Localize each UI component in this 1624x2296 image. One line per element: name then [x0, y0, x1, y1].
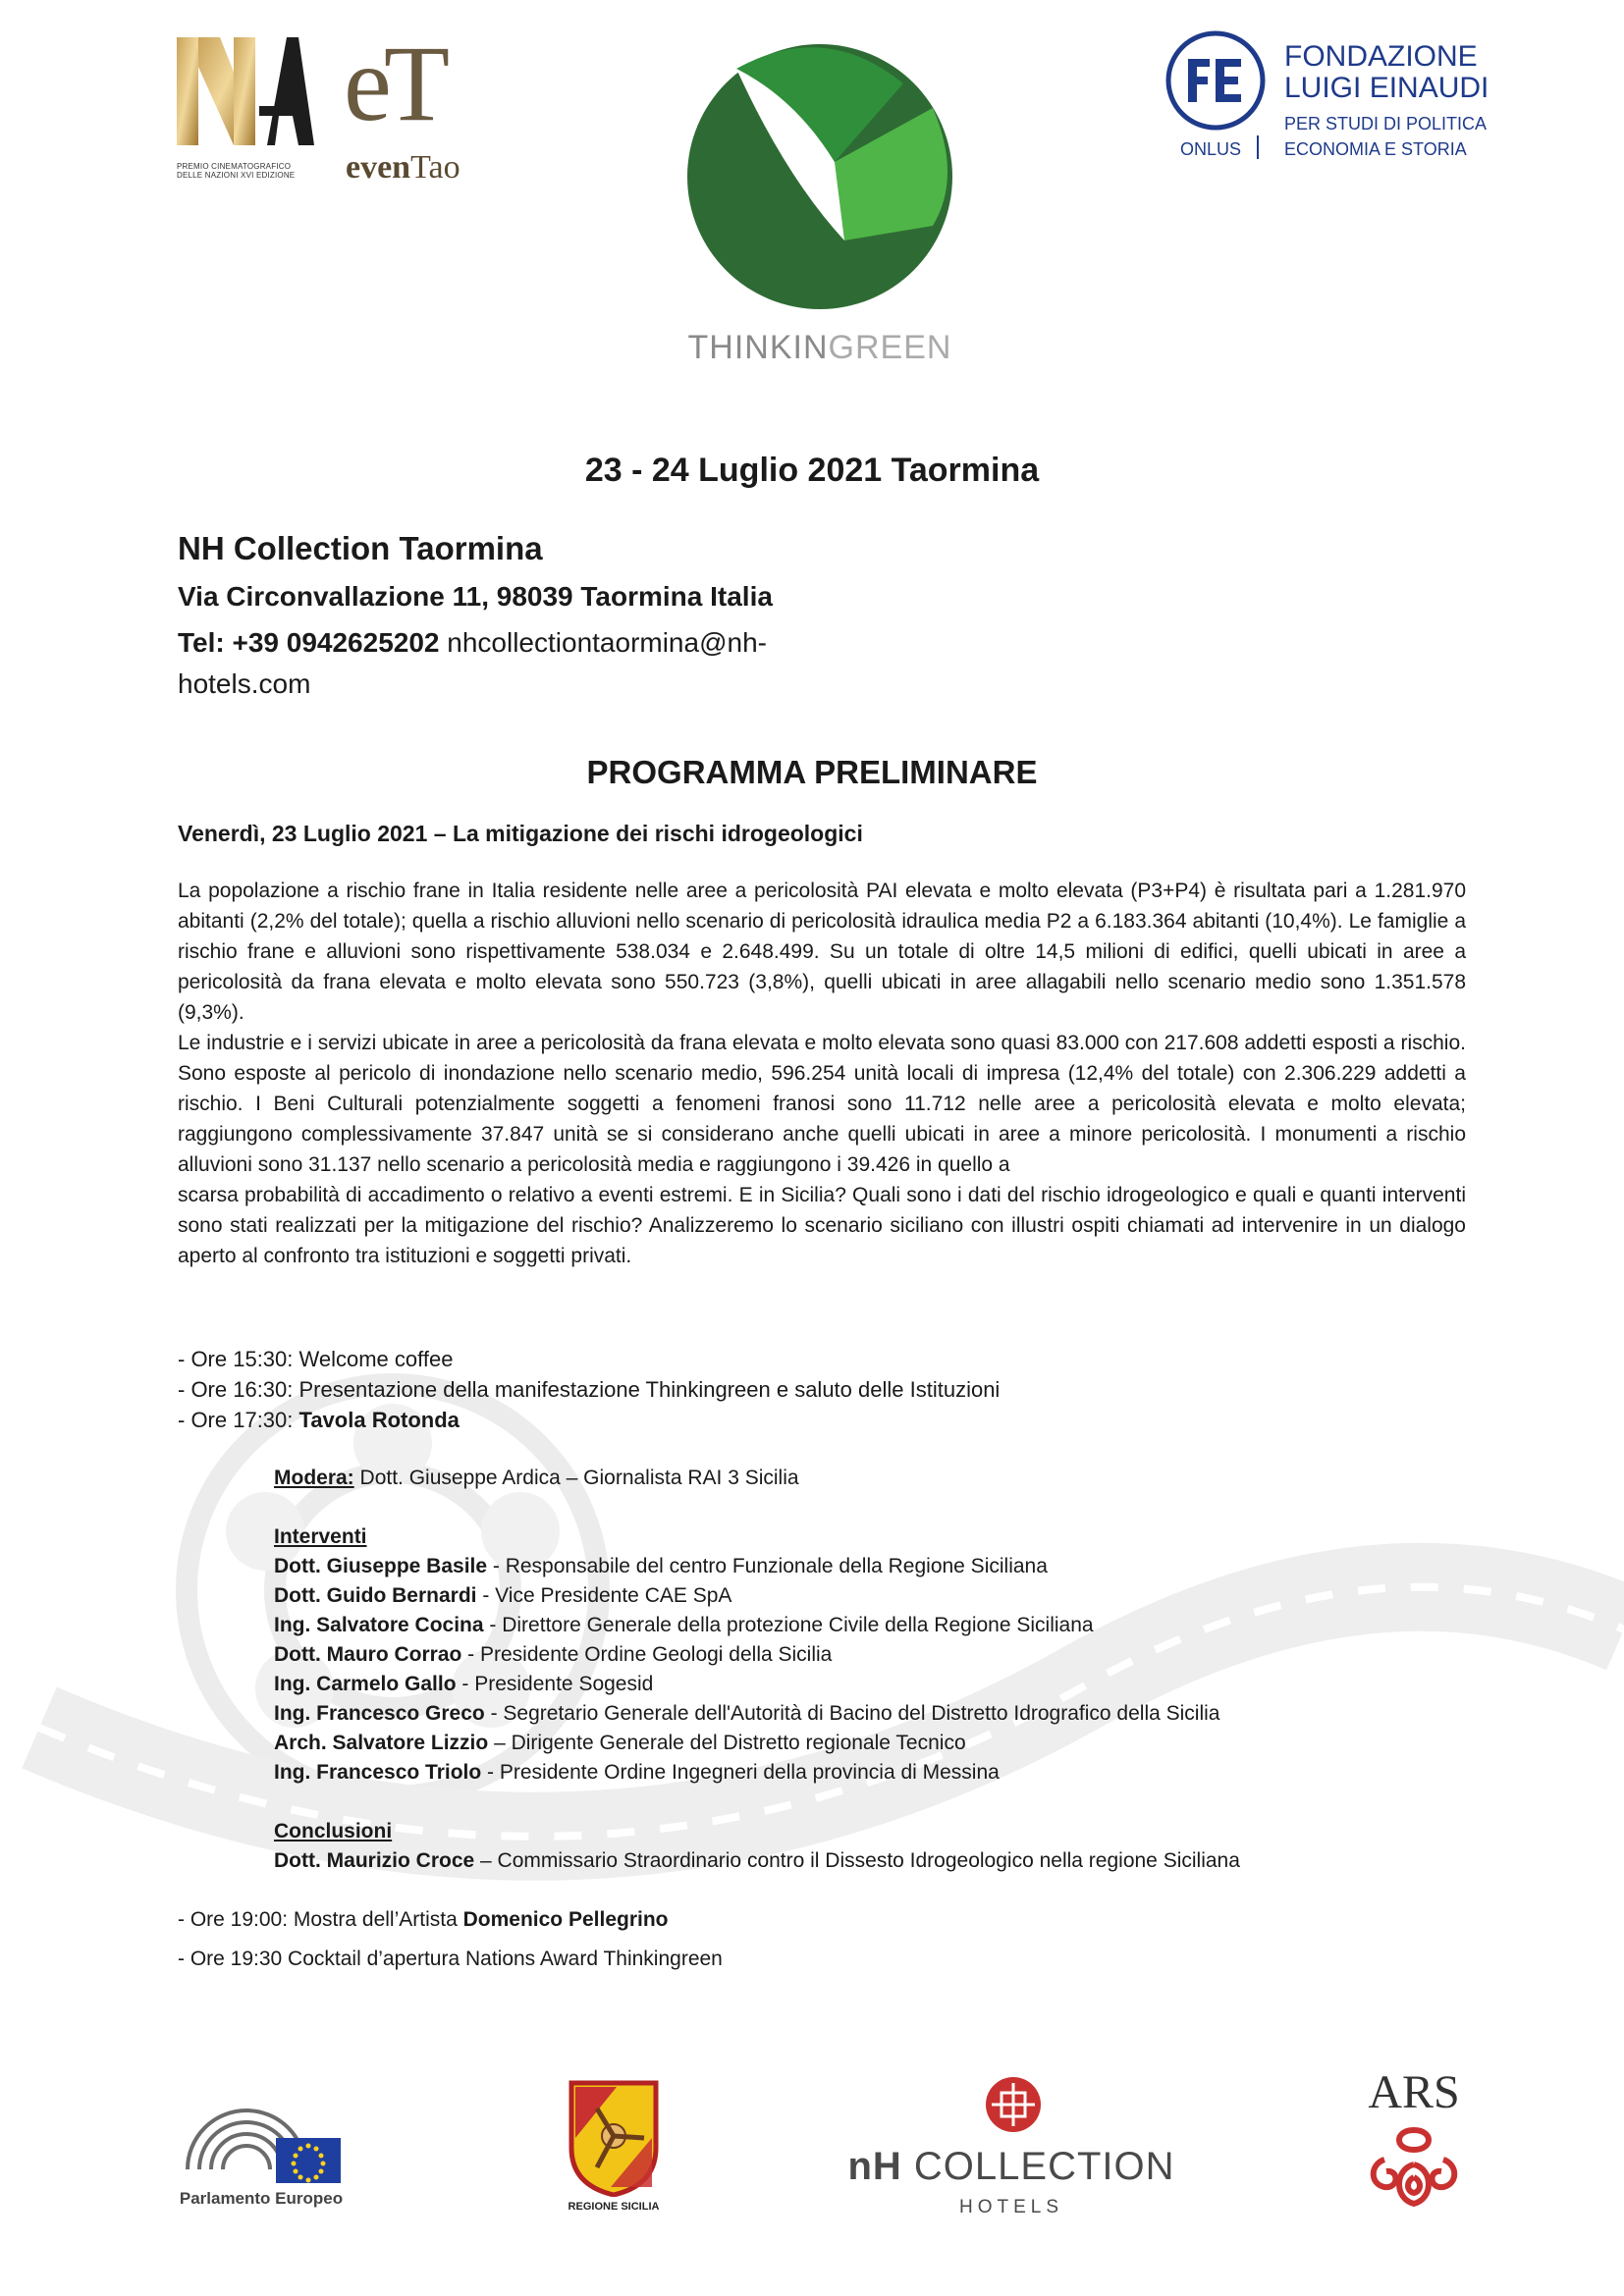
nations-award-caption: PREMIO CINEMATOGRAFICO DELLE NAZIONI XVI EDIZIONE [177, 162, 296, 180]
fle-subtitle-line1: PER STUDI DI POLITICA [1284, 114, 1488, 133]
intro-paragraph: scarsa probabilità di accadimento o relativo a eventi estremi. E in Sicilia? Quali sono i dati del rischio idrogeologico e quali e quanti interventi sono stati realizzati per la mitigazione del rischio? Analizzeremo lo scenario siciliano con illustri ospiti chiamati ad intervenire in un dialogo aperto al confronto tra istituzioni e soggetti privati. [178, 1184, 1466, 1267]
eventao-logo [344, 24, 501, 187]
venue-email[interactable]: nhcollectiontaormina@nh-hotels.com [178, 627, 767, 699]
ars-emblem [1365, 2120, 1463, 2218]
venue-address: Via Circonvallazione 11, 98039 Taormina Italia [178, 581, 773, 612]
moderator-line: Modera: Dott. Giuseppe Ardica – Giornalista RAI 3 Sicilia [274, 1467, 799, 1489]
program-title: PROGRAMMA PRELIMINARE [586, 754, 1038, 790]
regione-sicilia-crest [568, 2079, 660, 2197]
eventao-wordmark: evenTao [346, 149, 460, 186]
fle-divider [1257, 135, 1259, 159]
intro-paragraph: Le industrie e i servizi ubicate in aree a pericolosità da frana elevata e molto elevata sono quasi 83.000 con 217.608 addetti esposti a rischio. Sono esposte al pericolo di inondazione nello scenario medio, 596.254 unità locali di impresa (12,4% del totale) con 2.306.229 addetti a rischio. I Beni Culturali potenzialmente soggetti a fenomeni franosi sono 11.712 nelle aree a pericolosità elevata e molto elevata; raggiungono complessivamente 37.847 unità se si considerano anche quelli ubicati in aree a minore pericolosità. I monumenti a rischio alluvioni sono 31.137 nello scenario a pericolosità media e raggiungono i 39.426 in quello a [178, 1032, 1466, 1176]
intro-text [178, 876, 1466, 1271]
speaker-row: Arch. Salvatore Lizzio – Dirigente Generale del Distretto regionale Tecnico [274, 1732, 966, 1754]
fle-title-line1: FONDAZIONE [1284, 40, 1478, 73]
speaker-row: Dott. Guido Bernardi - Vice Presidente CAE SpA [274, 1584, 732, 1607]
fle-title-line2: LUIGI EINAUDI [1284, 72, 1489, 104]
european-parliament-logo [178, 2081, 345, 2199]
venue-phone: Tel: +39 0942625202 [178, 627, 440, 658]
event-date: 23 - 24 Luglio 2021 Taormina [584, 452, 1040, 489]
speaker-row: Ing. Francesco Greco - Segretario Generale dell'Autorità di Bacino del Distretto Idrografico della Sicilia [274, 1702, 1220, 1725]
fle-subtitle-line2: ECONOMIA E STORIA [1284, 139, 1467, 159]
evening-item: - Ore 19:30 Cocktail d’apertura Nations Award Thinkingreen [178, 1948, 723, 1970]
speaker-row: Dott. Mauro Corrao - Presidente Ordine Geologi della Sicilia [274, 1643, 833, 1666]
intro-paragraph: La popolazione a rischio frane in Italia residente nelle aree a pericolosità PAI elevata e molto elevata (P3+P4) è risultata pari a 1.281.970 abitanti (2,2% del totale); quella a rischio alluvioni nello scenario di pericolosità idraulica media P2 a 6.183.364 abitanti (10,4%). Le famiglie a rischio frane e alluvioni sono rispettivamente 538.034 e 2.648.499. Su un totale di oltre 14,5 milioni di edifici, quelli ubicati in aree a pericolosità da frana elevata e molto elevata sono 550.723 (3,8%), quelli ubicati in aree allagabili nello scenario medio sono 1.351.578 (9,3%). [178, 880, 1466, 1024]
conclusions-heading: Conclusioni [274, 1820, 393, 1842]
schedule-item: - Ore 17:30: Tavola Rotonda [178, 1408, 460, 1432]
speakers-heading: Interventi [274, 1525, 367, 1548]
speaker-row: Ing. Carmelo Gallo - Presidente Sogesid [274, 1673, 654, 1695]
speaker-row: Ing. Francesco Triolo - Presidente Ordine Ingegneri della provincia di Messina [274, 1761, 1000, 1784]
speaker-row: Ing. Salvatore Cocina - Direttore Generale della protezione Civile della Regione Siciliana [274, 1614, 1094, 1636]
conclusion-row: Dott. Maurizio Croce – Commissario Straordinario contro il Dissesto Idrogeologico nella regione Siciliana [274, 1849, 1240, 1872]
ars-label: ARS [1368, 2066, 1460, 2118]
european-parliament-caption: Parlamento Europeo [179, 2189, 344, 2208]
fondazione-einaudi-logo [1159, 29, 1512, 167]
venue-name: NH Collection Taormina [178, 530, 543, 566]
nations-award-logo [177, 37, 314, 145]
schedule-item: - Ore 15:30: Welcome coffee [178, 1347, 454, 1371]
speaker-row: Dott. Giuseppe Basile - Responsabile del centro Funzionale della Regione Siciliana [274, 1555, 1048, 1577]
thinkingreen-wordmark: THINKINGREEN [687, 329, 952, 366]
regione-sicilia-caption: REGIONE SICILIA [568, 2201, 660, 2213]
nh-collection-wordmark: nH COLLECTION [847, 2145, 1175, 2188]
fle-onlus: ONLUS [1180, 139, 1242, 159]
day-title: Venerdì, 23 Luglio 2021 – La mitigazione dei rischi idrogeologici [178, 821, 863, 846]
nh-hotels-label: HOTELS [958, 2197, 1064, 2217]
schedule-item: - Ore 16:30: Presentazione della manifestazione Thinkingreen e saluto delle Istituzioni [178, 1377, 1001, 1402]
evening-item: - Ore 19:00: Mostra dell’Artista Domenico Pellegrino [178, 1908, 669, 1931]
venue-contact [178, 622, 806, 705]
thinkingreen-logo [677, 29, 962, 314]
nh-collection-emblem [982, 2073, 1045, 2136]
fle-emblem [1159, 29, 1272, 132]
eventao-monogram: eT [344, 24, 443, 143]
